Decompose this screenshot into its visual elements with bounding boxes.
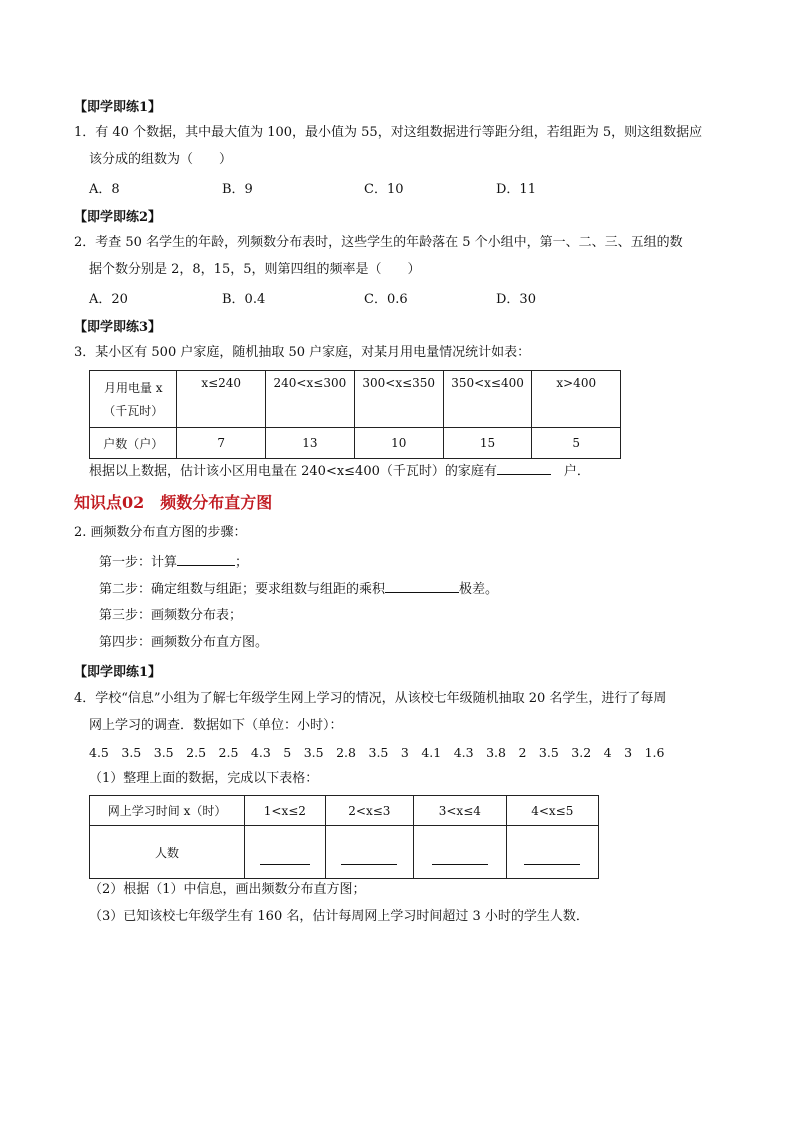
- study-time-table-cell: [506, 826, 598, 879]
- study-time-table-cell: [325, 826, 413, 879]
- q2-option-d: D．30: [496, 292, 536, 307]
- answer-blank[interactable]: [497, 462, 551, 475]
- study-time-table: [89, 795, 599, 879]
- electricity-table-header-cell: x>400: [532, 371, 621, 428]
- electricity-table-cell: 13: [265, 428, 354, 459]
- q1-option-b: B．9: [222, 182, 253, 197]
- q2-text-line2: 据个数分别是 2，8，15，5，则第四组的频率是（ ）: [89, 262, 421, 277]
- q1-option-d: D．11: [496, 182, 536, 197]
- study-time-table-header-cell: 4<x≤5: [506, 796, 598, 826]
- q2-option-b: B．0.4: [222, 292, 266, 307]
- q3-tail: [89, 462, 590, 481]
- q3-tail-text: 根据以上数据，估计该小区用电量在 240<x≤400（千瓦时）的家庭有: [89, 464, 497, 479]
- header-label-line1: 月用电量 x: [103, 381, 163, 395]
- q1-text-line2: 该分成的组数为（ ）: [89, 152, 233, 167]
- electricity-table-data-row: [90, 428, 621, 459]
- answer-blank[interactable]: [524, 850, 580, 865]
- electricity-table-header-cell: x≤240: [177, 371, 266, 428]
- electricity-table-header-cell: 350<x≤400: [443, 371, 532, 428]
- study-time-table-header-row: [90, 796, 599, 826]
- study-time-table-header-cell: 1<x≤2: [245, 796, 326, 826]
- study-time-table-row-label: 人数: [90, 826, 245, 879]
- step-2-text: 第二步：确定组数与组距；要求组数与组距的乘积: [99, 582, 386, 597]
- answer-blank[interactable]: [177, 553, 235, 566]
- q1-text-line1: 1．有 40 个数据，其中最大值为 100，最小值为 55，对这组数据进行等距分组，若组距为 5，则这组数据应: [74, 125, 703, 140]
- answer-blank[interactable]: [385, 580, 459, 593]
- q4-sub2: （2）根据（1）中信息，画出频数分布直方图；: [89, 882, 366, 897]
- step-1-end: ；: [235, 555, 249, 570]
- electricity-table-cell: 5: [532, 428, 621, 459]
- answer-blank[interactable]: [432, 850, 488, 865]
- study-time-table-data-row: [90, 826, 599, 879]
- study-time-table-cell: [245, 826, 326, 879]
- practice3-heading: 【即学即练3】: [74, 320, 162, 335]
- step-4: 第四步：画频数分布直方图。: [99, 635, 269, 650]
- practice1-heading: 【即学即练1】: [74, 100, 162, 115]
- q4-sub3: （3）已知该校七年级学生有 160 名，估计每周网上学习时间超过 3 小时的学生人数．: [89, 909, 589, 924]
- practice4-heading: 【即学即练1】: [74, 665, 162, 680]
- electricity-table: [89, 370, 621, 459]
- step-3: 第三步：画频数分布表；: [99, 608, 243, 623]
- q4-data-line: 4.5 3.5 3.5 2.5 2.5 4.3 5 3.5 2.8 3.5 3 4.1 4.3 3.8 2 3.5 3.2 4 3 1.6: [89, 745, 665, 760]
- electricity-table-cell: 10: [354, 428, 443, 459]
- knowledge-point-title: 知识点02 频数分布直方图: [74, 493, 273, 512]
- study-time-table-header-cell: 3<x≤4: [414, 796, 506, 826]
- electricity-table-cell: 15: [443, 428, 532, 459]
- study-time-table-cell: [414, 826, 506, 879]
- q2-text-line1: 2．考查 50 名学生的年龄，列频数分布表时，这些学生的年龄落在 5 个小组中，第一、二、三、五组的数: [74, 235, 683, 250]
- q3-tail-unit: 户．: [563, 464, 590, 479]
- electricity-table-row-label: 户数（户）: [90, 428, 177, 459]
- electricity-table-cell: 7: [177, 428, 266, 459]
- practice2-heading: 【即学即练2】: [74, 210, 162, 225]
- q1-option-c: C．10: [364, 182, 404, 197]
- study-time-table-header-label: 网上学习时间 x（时）: [90, 796, 245, 826]
- q4-text-line1: 4．学校“信息”小组为了解七年级学生网上学习的情况，从该校七年级随机抽取 20 名学生，进行了每周: [74, 691, 667, 706]
- answer-blank[interactable]: [341, 850, 397, 865]
- q4-text-line2: 网上学习的调查．数据如下（单位：小时）：: [89, 718, 343, 733]
- steps-intro: 2. 画频数分布直方图的步骤：: [74, 525, 247, 540]
- electricity-table-header-row: [90, 371, 621, 428]
- step-1-text: 第一步：计算: [99, 555, 178, 570]
- q4-sub1: （1）整理上面的数据，完成以下表格：: [89, 771, 319, 786]
- electricity-table-header-label: [90, 371, 177, 428]
- electricity-table-header-cell: 240<x≤300: [265, 371, 354, 428]
- q1-option-a: A．8: [89, 182, 120, 197]
- q2-option-a: A．20: [89, 292, 128, 307]
- q2-option-c: C．0.6: [364, 292, 408, 307]
- header-label-line2: （千瓦时）: [103, 404, 164, 418]
- step-1: [99, 553, 248, 572]
- study-time-table-header-cell: 2<x≤3: [325, 796, 413, 826]
- step-2-end: 极差。: [459, 582, 499, 597]
- step-2: [99, 580, 498, 599]
- answer-blank[interactable]: [260, 850, 310, 865]
- q3-text-line1: 3．某小区有 500 户家庭，随机抽取 50 户家庭，对某月用电量情况统计如表：: [74, 345, 531, 360]
- electricity-table-header-cell: 300<x≤350: [354, 371, 443, 428]
